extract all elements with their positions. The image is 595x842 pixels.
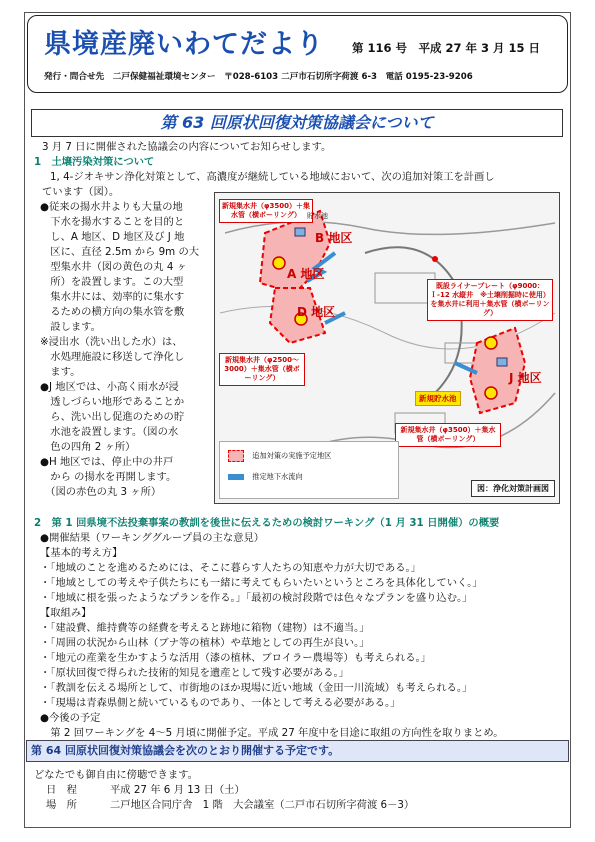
callout-j: 新規集水井（φ3500）＋集水管（横ボーリング） (395, 423, 501, 447)
pond-label: 貯水池 (307, 212, 328, 220)
list-item: るための横方向の集水管を敷 (40, 306, 185, 318)
section1-lead: 1, 4-ジオキサン浄化対策として、高濃度が継続している地域において、次の追加対策工を計画し (50, 171, 495, 183)
basic-heading: 【基本的考え方】 (40, 547, 123, 559)
list-item: 下水を揚水することを目的と (40, 216, 185, 228)
intro-text: 3 月 7 日に開催された協議会の内容についてお知らせします。 (42, 141, 332, 153)
result-heading: ●開催結果（ワーキンググループ員の主な意見） (40, 532, 265, 544)
list-item: 水処理施設に移送して浄化し (40, 351, 185, 363)
figure-caption: 図：浄化対策計画図 (471, 480, 555, 497)
list-item: ・「建設費、維持費等の経費を考えると跡地に箱物（建物）は不適当。」 (40, 622, 370, 634)
flow-arrow-icon (228, 474, 244, 480)
list-item: ●H 地区では、停止中の井戸 (40, 456, 174, 468)
zone-b-label: B 地区 (315, 231, 353, 245)
zone-d-label: D 地区 (297, 305, 336, 319)
callout-j-liner: 既設ライナープレート（φ9000：Ｉ-12 水縦井 ※土壌削掘時に使用）を集水井に利用＋集水管（横ボーリング） (427, 279, 553, 321)
map-legend (219, 441, 399, 499)
list-item: ・「地域に根を張ったようなプランを作る。」「最初の検討段階では色々なプランを盛り込む。」 (40, 592, 473, 604)
zone-a-label: A 地区 (287, 267, 325, 281)
list-item: から の揚水を再開します。 (40, 471, 177, 483)
place-label: 場 所 (46, 799, 77, 811)
list-item: ・「地域のことを進めるためには、そこに暮らす人たちの知恵や力が大切である。」 (40, 562, 421, 574)
article-title: 第 63 回原状回復対策協議会について (31, 109, 563, 137)
plan-heading: ●今後の予定 (40, 712, 101, 724)
plan-text: 第 2 回ワーキングを 4～5 月頃に開催予定。平成 27 年度中を目途に取組の方向性を取りまとめ。 (40, 727, 504, 739)
place-value: 二戸地区合同庁舎 1 階 大会議室（二戸市石切所字荷渡 6－3） (110, 799, 415, 811)
legend-flow: 推定地下水流向 (228, 472, 303, 482)
list-item: ・「原状回復で得られた技術的知見を遺産として残す必要がある。」 (40, 667, 349, 679)
list-item: 型集水井（図の黄色の丸 4 ヶ (40, 261, 187, 273)
list-item: 所）を設置します。この大型 (40, 276, 184, 288)
zone-j-label: J 地区 (509, 371, 542, 385)
callout-d: 新規集水井（φ2500～3000）＋集水管（横ボーリング） (219, 353, 305, 386)
list-item: ・「現場は青森県側と続いているものであり、一体として考える必要がある。」 (40, 697, 401, 709)
list-item: 集水井には、効率的に集水す (40, 291, 185, 303)
date-label: 日 程 (46, 784, 77, 796)
effort-heading: 【取組み】 (40, 607, 92, 619)
purification-plan-map (214, 192, 560, 504)
issue-date: 第 116 号 平成 27 年 3 月 15 日 (352, 41, 541, 55)
list-item: ます。 (40, 366, 81, 378)
list-item: ・「地元の産業を生かすような活用（漆の植林、ブロイラー農場等）も考えられる。」 (40, 652, 431, 664)
list-item: （図の赤色の丸 3 ヶ所） (40, 486, 162, 498)
list-item: 水池を設置します。（図の水 (40, 426, 179, 438)
list-item: ・「教訓を伝える場所として、市街地のほか現場に近い地域（金田一川流域）も考えられる。」 (40, 682, 473, 694)
list-item: ●従来の揚水井よりも大量の地 (40, 201, 183, 213)
legend-zone: 追加対策の実施予定地区 (228, 450, 331, 462)
publisher-info: 発行・問合せ先 二戸保健福祉環境センター 〒028-6103 二戸市石切所字荷渡 6-3 電話 0195-23-9206 (44, 72, 473, 82)
list-item: 区に、直径 2.5m から 9m の大 (40, 246, 200, 258)
section1-heading: 1 土壌汚染対策について (34, 156, 155, 168)
next-note: どなたでも御自由に傍聴できます。 (34, 769, 198, 781)
dashed-area-icon (228, 450, 244, 462)
list-item: ●J 地区では、小高く雨水が浸 (40, 381, 179, 393)
new-pond-label: 新規貯水池 (415, 391, 461, 406)
callout-a: 新規集水井（φ3500）＋集水管（横ボーリング） (219, 199, 313, 223)
list-item: 透しづらい地形であることか (40, 396, 185, 408)
list-item: ・「周囲の状況から山林（ブナ等の植林）や草地としての再生が良い。」 (40, 637, 370, 649)
list-item: ら、洗い出し促進のための貯 (40, 411, 185, 423)
newsletter-title: 県境産廃いわてだより (44, 29, 324, 60)
list-item: 設します。 (40, 321, 101, 333)
section2-heading: 2 第 1 回県境不法投棄事案の教訓を後世に伝えるための検討ワーキング（1 月 31 日開催）の概要 (34, 517, 500, 529)
date-value: 平成 27 年 6 月 13 日（土） (110, 784, 245, 796)
list-item: ※浸出水（洗い出した水）は、 (40, 336, 183, 348)
list-item: 色の四角 2 ヶ所） (40, 441, 136, 453)
next-meeting-bar: 第 64 回原状回復対策協議会を次のとおり開催する予定です。 (26, 740, 569, 762)
list-item: し、A 地区、D 地区及び J 地 (40, 231, 185, 243)
list-item: ・「地域としての考えや子供たちにも一緒に考えてもらいたいというところを具体化していく。」 (40, 577, 483, 589)
section1-lead: ています（図）。 (42, 186, 120, 198)
